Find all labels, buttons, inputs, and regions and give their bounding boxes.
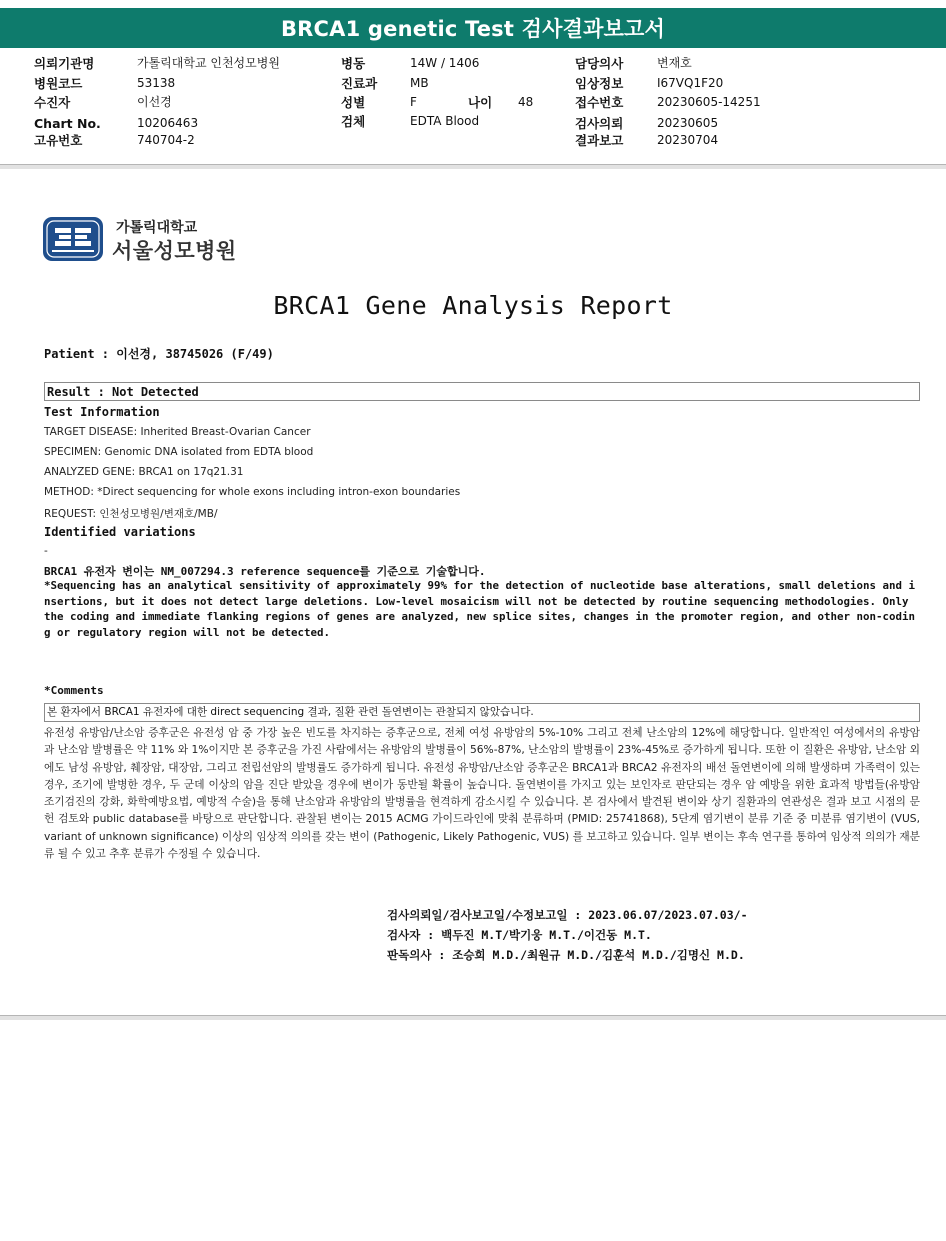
value-patient-name: 이선경 xyxy=(137,95,172,109)
footer-divider xyxy=(0,1015,946,1020)
report-banner-title: BRCA1 genetic Test 검사결과보고서 xyxy=(0,8,946,48)
info-method: METHOD: *Direct sequencing for whole exons including intron-exon boundaries xyxy=(44,486,461,498)
label-ward: 병동 xyxy=(341,56,366,71)
value-unique-id: 740704-2 xyxy=(137,133,195,147)
signature-dates: 검사의뢰일/검사보고일/수정보고일 : 2023.06.07/2023.07.03/- xyxy=(387,908,748,922)
value-request-date: 20230605 xyxy=(657,116,719,130)
value-specimen: EDTA Blood xyxy=(410,114,480,128)
hospital-seal-logo xyxy=(42,216,104,266)
comments-heading: *Comments xyxy=(44,684,104,697)
value-department: MB xyxy=(410,76,429,90)
patient-line: Patient : 이선경, 38745026 (F/49) xyxy=(44,347,274,361)
label-hospital-code: 병원코드 xyxy=(34,76,83,91)
reference-note: BRCA1 유전자 변이는 NM_007294.3 reference sequence를 기준으로 기술합니다. xyxy=(44,565,486,578)
info-request: REQUEST: 인천성모병원/변재호/MB/ xyxy=(44,508,218,520)
label-request-date: 검사의뢰 xyxy=(575,116,624,131)
value-hospital-code: 53138 xyxy=(137,76,176,90)
info-specimen: SPECIMEN: Genomic DNA isolated from EDTA blood xyxy=(44,446,314,458)
sequencing-note: *Sequencing has an analytical sensitivity of approximately 99% for the detection of nucleotide base alterations, small deletions and insertions, but it does not detect large deletions. Low-level mosaicism will not be detected by routine sequencing methodologies. Only the coding and immediate flanking regions of genes are analyzed, new splice sites, changes in the promoter region, and other non-coding or regulatory region will not be detected. xyxy=(44,579,916,640)
signature-technicians: 검사자 : 백두진 M.T/박기웅 M.T./이건동 M.T. xyxy=(387,928,652,942)
label-patient-name: 수진자 xyxy=(34,95,71,110)
label-unique-id: 고유번호 xyxy=(34,133,83,148)
label-department: 진료과 xyxy=(341,76,378,91)
report-title: BRCA1 Gene Analysis Report xyxy=(273,291,673,320)
label-clinical-info: 임상정보 xyxy=(575,76,624,91)
signature-pathologists: 판독의사 : 조승희 M.D./최원규 M.D./김훈석 M.D./김명신 M.D. xyxy=(387,948,745,962)
value-doctor: 변재호 xyxy=(657,56,692,70)
comment-paragraph: 유전성 유방암/난소암 증후군은 유전성 암 중 가장 높은 빈도를 차지하는 증후군으로, 전체 여성 유방암의 5%-10% 그리고 전체 난소암의 12%에 해당합니다. 일반적인 여성에서의 유방암과 난소암 발병률은 약 11% 와 1%이지만 본 증후군을 가진 사람에서는 유방암의 발병률이 56%-87%, 난소암의 발병률이 23%-45%로 증가하게 됩니다. 또한 이 질환은 유방암, 난소암 외에도 남성 유방암, 췌장암, 대장암, 그리고 전립선암의 발병률도 증가하게 됩니다. 유전성 유방암/난소암 증후군은 BRCA1과 BRCA2 유전자의 배선 돌연변이에 의해 발생하며 가족력이 있는 경우, 조기에 발병한 경우, 두 군데 이상의 암을 진단 받았을 경우에 변이가 동반될 확률이 높습니다. 돌연변이를 가지고 있는 보인자로 판단되는 경우 암 예방을 위한 효과적 방법들(유방암 조기검진의 강화, 화학예방요법, 예방적 수술)을 통해 난소암과 유방암의 발병률을 현격하게 감소시킬 수 있습니다. 본 검사에서 발견된 변이와 상기 질환과의 연관성은 결과 보고 시점의 문헌 검토와 public database를 바탕으로 판단합니다. 관찰된 변이는 2015 ACMG 가이드라인에 맞춰 분류하며 (PMID: 25741868), 5단계 염기변이 분류 기준 중 미분류 염기변이 (VUS, variant of unknown significance) 이상의 임상적 의의를 갖는 변이 (Pathogenic, Likely Pathogenic, VUS) 를 보고하고 있습니다. 일부 변이는 후속 연구를 통하여 임상적 의의가 재분류 될 수 있고 추후 분류가 수정될 수 있습니다. xyxy=(44,726,920,861)
identified-variations-value: - xyxy=(44,545,48,557)
value-age: 48 xyxy=(518,95,534,109)
logo-hospital-name: 서울성모병원 xyxy=(112,239,237,263)
value-sex: F xyxy=(410,95,417,109)
label-report-date: 결과보고 xyxy=(575,133,624,148)
header-divider xyxy=(0,164,946,169)
label-age: 나이 xyxy=(468,95,493,110)
comment-box: 본 환자에서 BRCA1 유전자에 대한 direct sequencing 결과, 질환 관련 돌연변이는 관찰되지 않았습니다. xyxy=(44,703,920,722)
label-requesting-institution: 의뢰기관명 xyxy=(34,56,95,71)
value-report-date: 20230704 xyxy=(657,133,719,147)
value-accession-no: 20230605-14251 xyxy=(657,95,761,109)
value-requesting-institution: 가톨릭대학교 인천성모병원 xyxy=(137,56,280,70)
identified-variations-heading: Identified variations xyxy=(44,525,196,539)
label-sex: 성별 xyxy=(341,95,366,110)
info-analyzed-gene: ANALYZED GENE: BRCA1 on 17q21.31 xyxy=(44,466,244,478)
value-ward: 14W / 1406 xyxy=(410,56,480,70)
info-target-disease: TARGET DISEASE: Inherited Breast-Ovarian Cancer xyxy=(44,426,311,438)
test-information-heading: Test Information xyxy=(44,405,160,419)
label-doctor: 담당의사 xyxy=(575,56,624,71)
value-clinical-info: I67VQ1F20 xyxy=(657,76,724,90)
result-box: Result : Not Detected xyxy=(44,382,920,401)
label-accession-no: 접수번호 xyxy=(575,95,624,110)
value-chart-no: 10206463 xyxy=(137,116,199,130)
label-specimen: 검체 xyxy=(341,114,366,129)
logo-university-name: 가톨릭대학교 xyxy=(116,220,198,236)
label-chart-no: Chart No. xyxy=(34,116,101,131)
